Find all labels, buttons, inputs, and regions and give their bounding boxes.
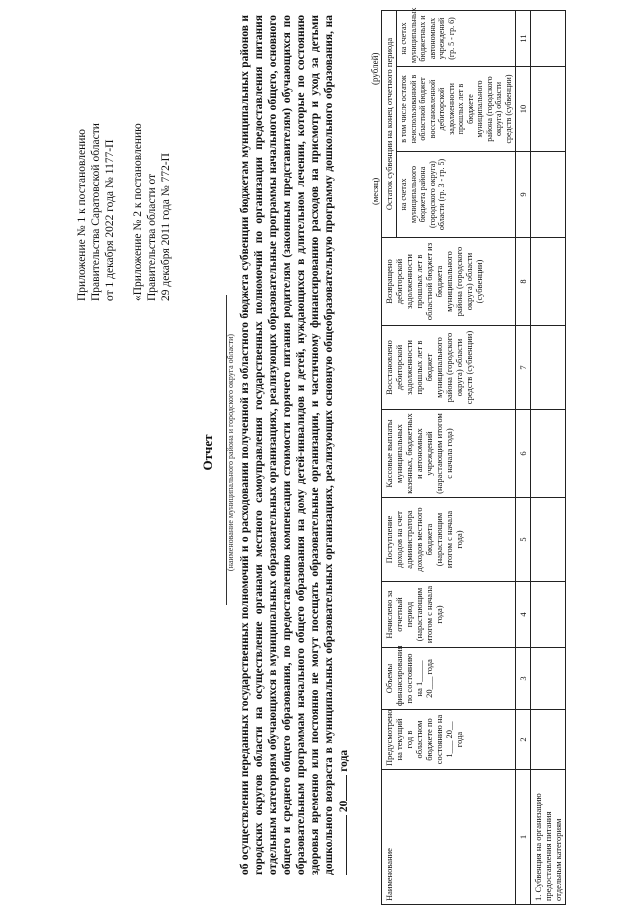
table-cell xyxy=(531,498,566,582)
column-number: 7 xyxy=(516,326,531,410)
appendix2-line: «Приложение № 2 к постановлению xyxy=(132,123,144,301)
appendix-line: от 1 декабря 2022 года № 1177-П xyxy=(104,139,116,301)
table-cell xyxy=(531,152,566,238)
header-remainder-group: Остаток субвенции на конец отчетного периода xyxy=(382,11,397,238)
header-returned-debt: Возвращено дебиторской задолженности прошлых лет в областной бюджет из бюджета муниципального района (городского округа) области (субвенции) xyxy=(382,238,516,326)
header-restored-debt: Восстановлено дебиторской задолженности прошлых лет в бюджет муниципального района (городского округа) области средств (субвенции) xyxy=(382,326,516,410)
header-financing: Объемы финансирования по состоянию на 1_____ 20___ года xyxy=(382,648,516,710)
table-cell xyxy=(531,582,566,648)
column-number: 1 xyxy=(516,770,531,905)
appendix2-line: Правительства области от xyxy=(146,173,158,301)
column-number: 8 xyxy=(516,238,531,326)
column-number: 6 xyxy=(516,410,531,498)
column-number: 11 xyxy=(516,11,531,67)
document-title: Отчет xyxy=(200,434,215,471)
table-cell xyxy=(531,326,566,410)
year-word: года xyxy=(338,749,350,772)
header-name: Наименование xyxy=(382,770,516,905)
header-remainder-unused: в том числе остаток неиспользованной в областной бюджет восстановленной дебиторской задолженности прошлых лет в бюджете муниципального района (городского округа) области средств (субвенции) xyxy=(397,67,516,152)
year-blank xyxy=(336,775,347,801)
appendix-header xyxy=(75,11,173,301)
appendix-line: Правительства Саратовской области xyxy=(90,123,102,301)
table-row xyxy=(531,11,566,905)
month-blank xyxy=(336,815,347,875)
column-number: 9 xyxy=(516,152,531,238)
column-number: 3 xyxy=(516,648,531,710)
header-receipts: Поступление доходов на счет администратора доходов местного бюджета (нарастающим итогом с начала года) xyxy=(382,498,516,582)
row-label: 1. Субвенция на организацию предоставления питания отдельным категориям xyxy=(531,770,566,905)
column-number: 10 xyxy=(516,67,531,152)
column-number: 5 xyxy=(516,498,531,582)
header-remainder-institutions: на счетах муниципальных бюджетных и автономных учреждений (гр. 5 - гр. 6) xyxy=(397,11,516,67)
header-accrued: Начислено за отчетный период (нарастающим итогом с начала года) xyxy=(382,582,516,648)
table-cell xyxy=(531,238,566,326)
currency-note: (рублей) xyxy=(370,52,380,85)
table-cell xyxy=(531,67,566,152)
table-cell xyxy=(531,710,566,770)
table-cell xyxy=(531,11,566,67)
month-caption: (месяц) xyxy=(370,177,380,205)
appendix2-line: 29 декабря 2011 года № 772-П xyxy=(160,153,172,301)
column-number-row xyxy=(516,11,531,905)
header-planned: Предусмотрено на текущий год в областном бюджете по состоянию на 1___ 20__ года xyxy=(382,710,516,770)
table-cell xyxy=(531,410,566,498)
report-table xyxy=(381,7,566,905)
column-number: 4 xyxy=(516,582,531,648)
appendix-line: Приложение № 1 к постановлению xyxy=(76,128,88,301)
column-number: 2 xyxy=(516,710,531,770)
year-prefix: 20 xyxy=(338,800,350,813)
header-cash-payments: Кассовые выплаты муниципальных казенных, бюджетных и автономных учреждений (нарастающим итогом с начала года) xyxy=(382,410,516,498)
table-cell xyxy=(531,648,566,710)
report-description xyxy=(238,15,351,875)
header-remainder-budget: на счетах муниципального бюджета района (городского округа) области (гр. 3 - гр. 5) xyxy=(397,152,516,238)
report-description-text: об осуществлении переданных государственных полномочий и о расходовании полученной из областного бюджета субвенции бюджетам муниципальных районов и городских округов области на осуществление органами местного самоуправления государственных полномочий по организации предоставления питания отдельным категориям обучающихся в муниципальных образовательных организациях, реализующих образовательные программы начального общего, основного общего и среднего общего образования, по предоставлению компенсации стоимости горячего питания родителям (законным представителям) обучающихся по образовательным программам начального общего образования на дому детей-инвалидов и детей, нуждающихся в длительном лечении, которые по состоянию здоровья временно или постоянно не могут посещать образовательные организации, и частичному финансированию расходов на присмотр и уход за детьми дошкольного возраста в муниципальных образовательных организациях, реализующих основную общеобразовательную программу дошкольного образования, на xyxy=(239,15,335,875)
name-caption: (наименование муниципального района и городского округа области) xyxy=(226,333,235,572)
